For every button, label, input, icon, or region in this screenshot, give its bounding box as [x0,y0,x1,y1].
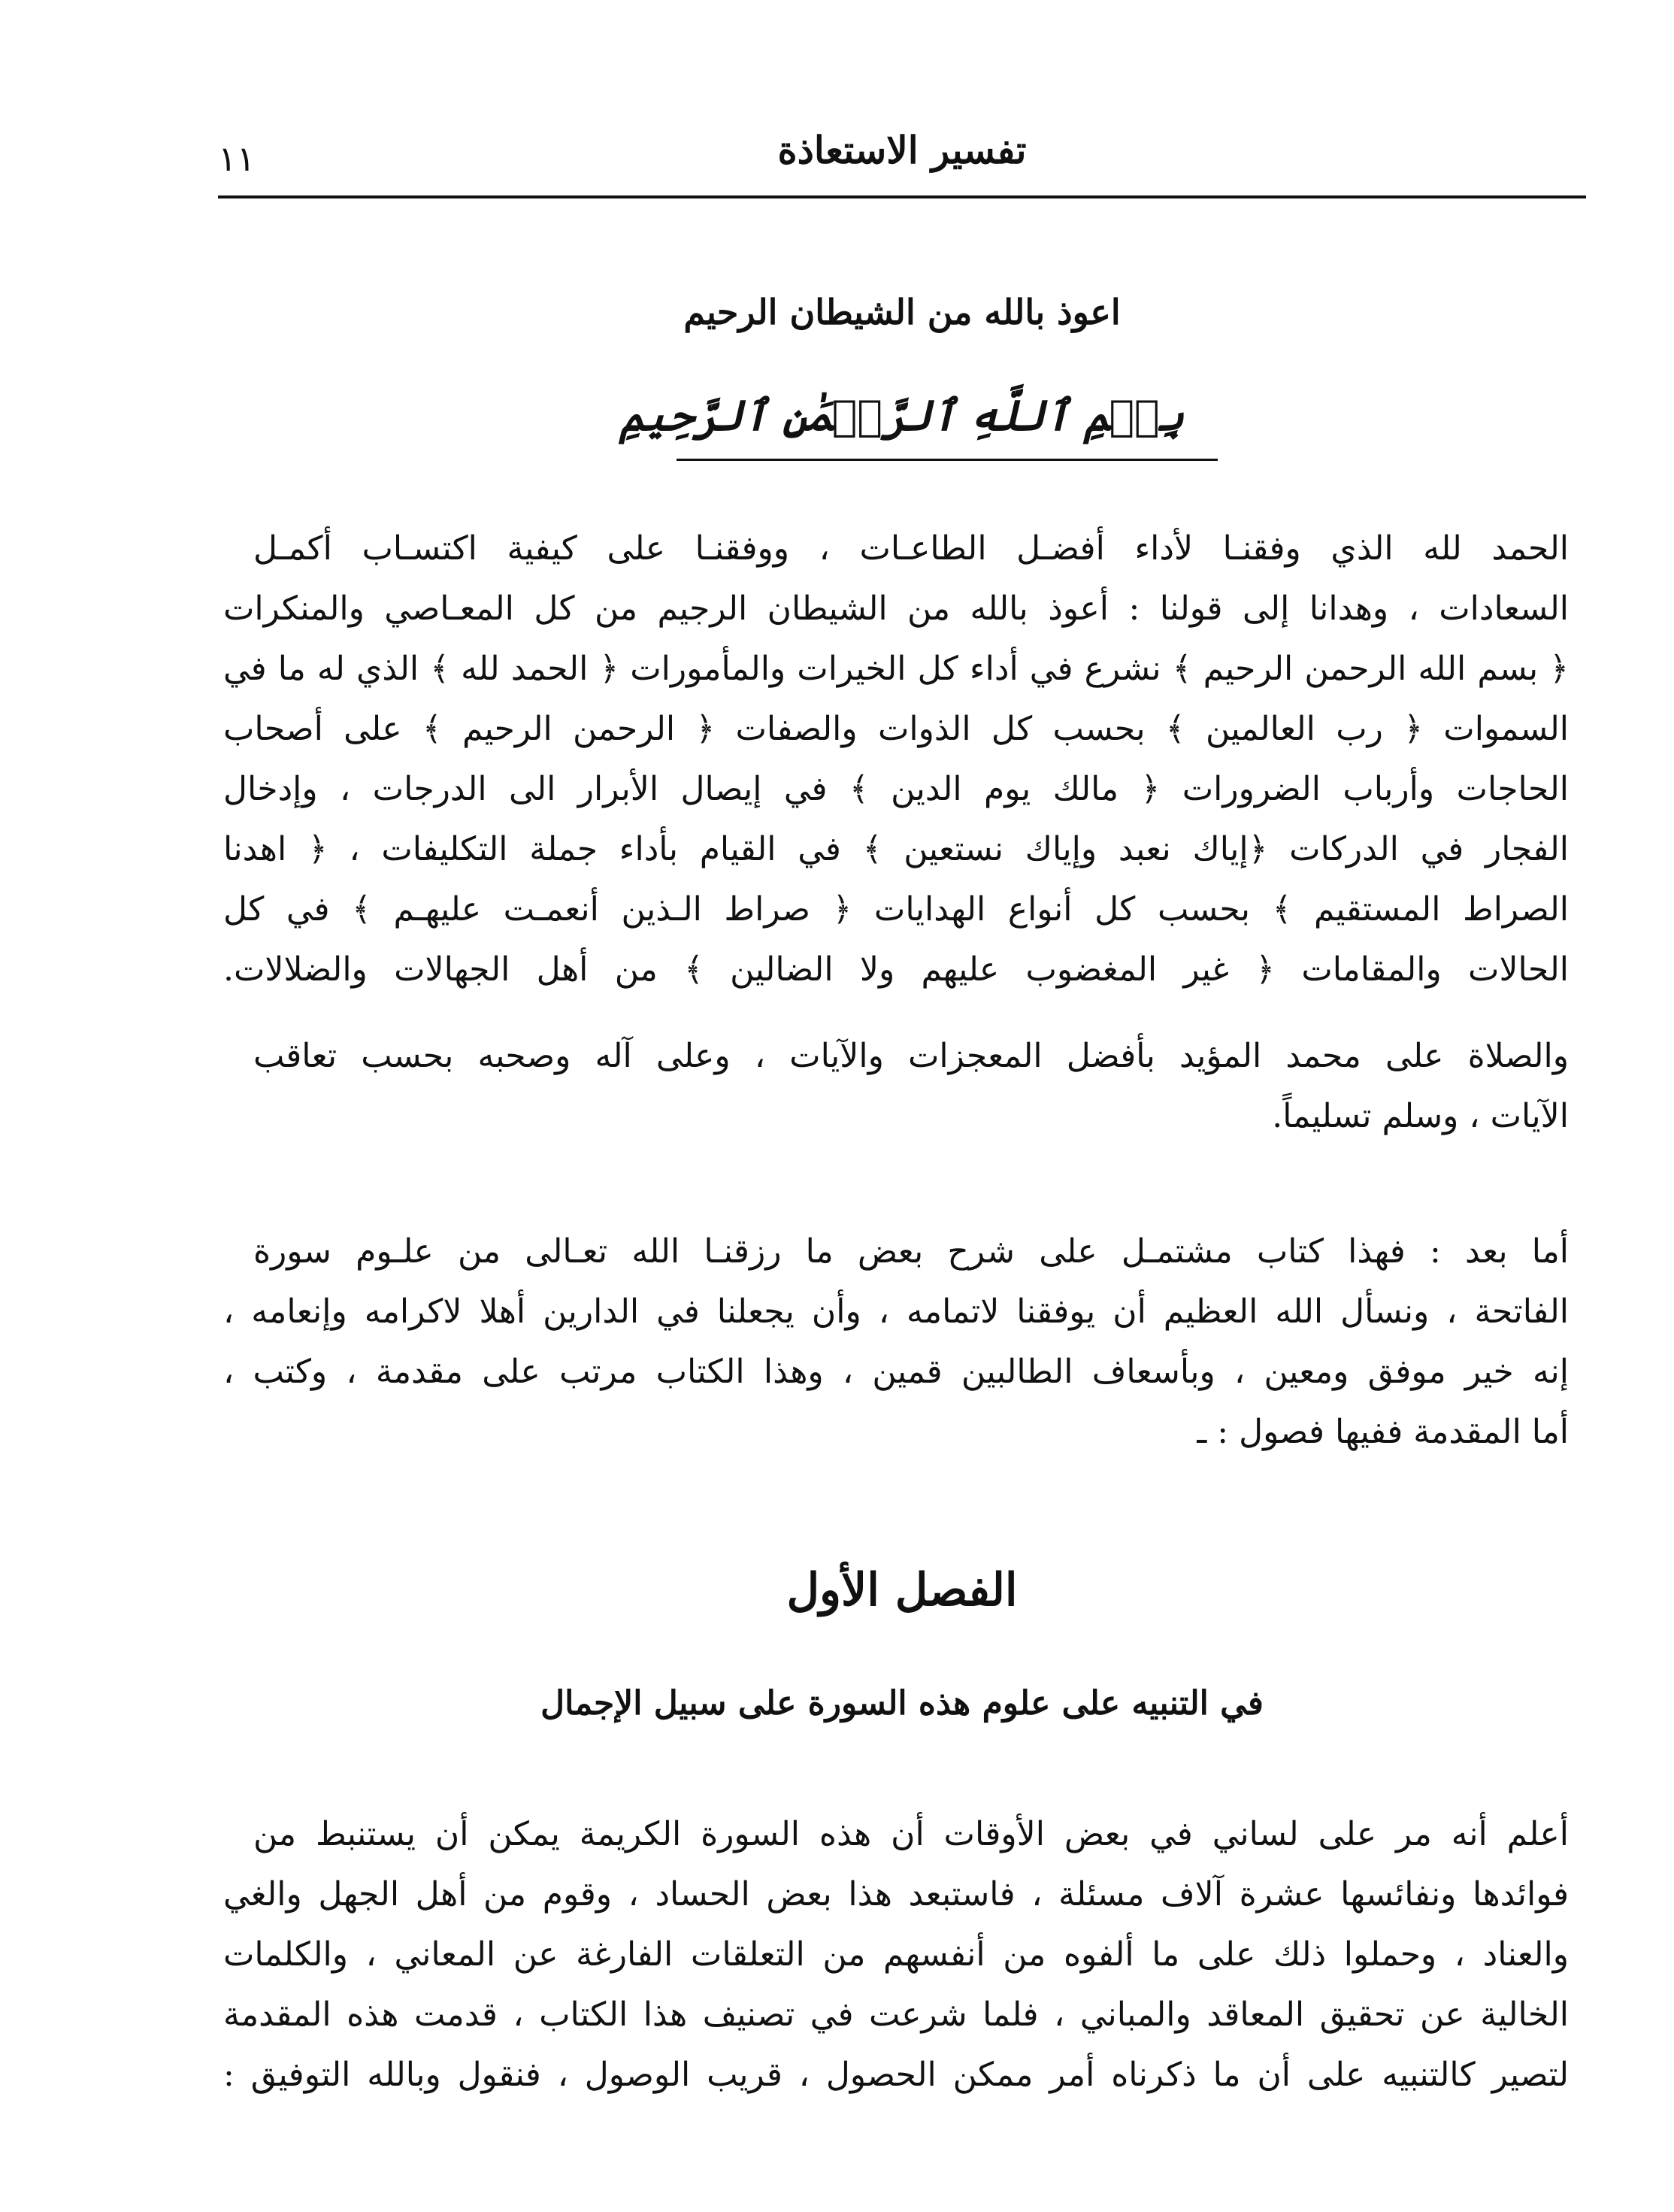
chapter-subtitle: في التنبيه على علوم هذه السورة على سبيل الإجمال [540,1684,1264,1723]
chapter-title: الفصل الأول [786,1564,1018,1617]
paragraph-4-line: فوائدها ونفائسها عشرة آلاف مسئلة ، فاستبعد هذا بعض الحساد ، وقوم من أهل الجهل والغي [223,1875,1569,1914]
paragraph-1-line: الفجار في الدركات ﴿إياك نعبد وإياك نستعين ﴾ في القيام بأداء جملة التكليفات ، ﴿ اهدنا [223,830,1569,868]
basmala-calligraphy: بِسۡمِ ٱللَّهِ ٱلرَّحۡمَٰنِ ٱلرَّحِيمِ [619,391,1185,441]
paragraph-3-line: أما بعد : فهذا كتاب مشتمـل على شرح بعض ما رزقنـا الله تعـالى من علـوم سورة [253,1232,1569,1271]
header-rule [218,195,1586,198]
page-number: ١١ [218,138,256,179]
page-header [218,128,1586,200]
paragraph-1-line: السعادات ، وهدانا إلى قولنا : أعوذ بالله من الشيطان الرجيم من كل المعـاصي والمنكرات [223,589,1569,628]
paragraph-1-line: السموات ﴿ رب العالمين ﴾ بحسب كل الذوات والصفات ﴿ الرحمن الرحيم ﴾ على أصحاب [223,710,1569,748]
paragraph-2-line: والصلاة على محمد المؤيد بأفضل المعجزات والآيات ، وعلى آله وصحبه بحسب تعاقب [253,1037,1569,1075]
paragraph-3-line: إنه خير موفق ومعين ، وبأسعاف الطالبين قمين ، وهذا الكتاب مرتب على مقدمة ، وكتب ، [223,1353,1569,1391]
paragraph-1-line: الصراط المستقيم ﴾ بحسب كل أنواع الهدايات ﴿ صراط الـذين أنعمـت عليهـم ﴾ في كل [223,890,1569,929]
paragraph-4-line: لتصير كالتنبيه على أن ما ذكرناه أمر ممكن الحصول ، قريب الوصول ، فنقول وبالله التوفيق : [223,2056,1569,2094]
paragraph-1-line: الحاجات وأرباب الضرورات ﴿ مالك يوم الدين ﴾ في إيصال الأبرار الى الدرجات ، وإدخال [223,770,1569,808]
paragraph-4-line: الخالية عن تحقيق المعاقد والمباني ، فلما شرعت في تصنيف هذا الكتاب ، قدمت هذه المقدمة [223,1995,1569,2034]
istiadha-line: اعوذ بالله من الشيطان الرحيم [683,292,1121,332]
paragraph-3-line: أما المقدمة ففيها فصول : ـ [1197,1413,1569,1451]
paragraph-1-line: الحمد لله الذي وفقنـا لأداء أفضـل الطاعـات ، ووفقنـا على كيفية اكتسـاب أكمـل [253,529,1569,568]
paragraph-2-line: الآيات ، وسلم تسليماً. [1272,1097,1569,1135]
running-title: تفسير الاستعاذة [777,128,1027,172]
paragraph-4-line: والعناد ، وحملوا ذلك على ما ألفوه من أنفسهم من التعلقات الفارغة عن المعاني ، والكلمات [223,1935,1570,1974]
paragraph-4-line: أعلم أنه مر على لساني في بعض الأوقات أن هذه السورة الكريمة يمكن أن يستنبط من [253,1815,1569,1853]
paragraph-1-line: ﴿ بسم الله الرحمن الرحيم ﴾ نشرع في أداء كل الخيرات والمأمورات ﴿ الحمد لله ﴾ الذي له ما في [223,650,1569,688]
paragraph-3-line: الفاتحة ، ونسأل الله العظيم أن يوفقنا لاتمامه ، وأن يجعلنا في الدارين أهلا لاكرامه وإنعامه ، [223,1292,1569,1331]
basmala-underline [677,459,1218,461]
paragraph-1-line: الحالات والمقامات ﴿ غير المغضوب عليهم ولا الضالين ﴾ من أهل الجهالات والضلالات. [223,950,1569,989]
